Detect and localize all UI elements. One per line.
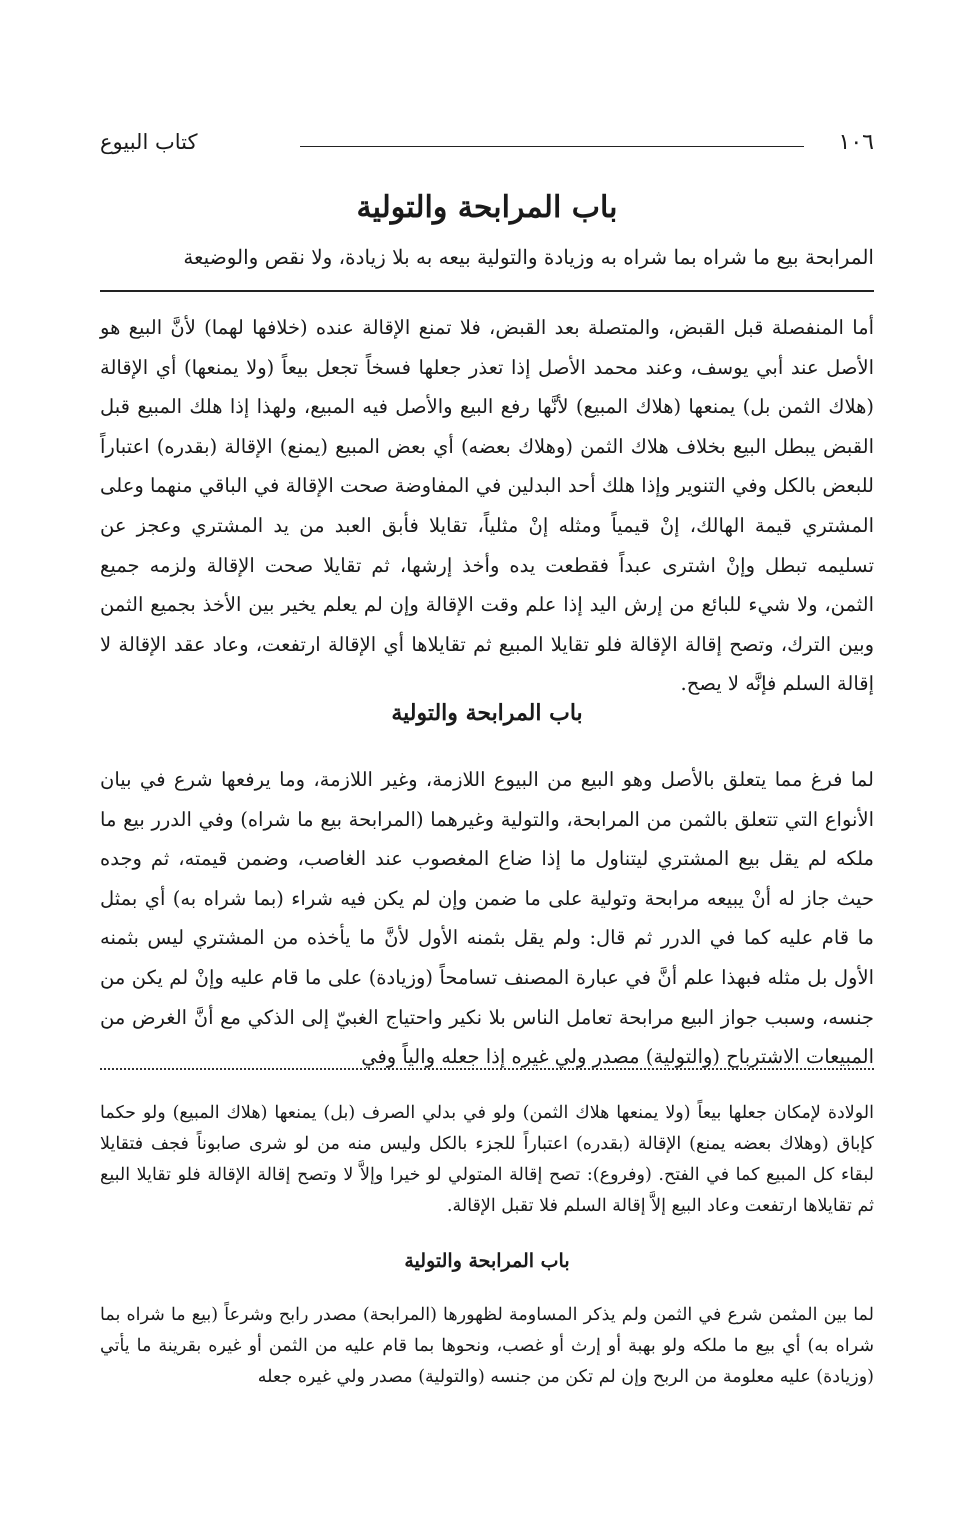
commentary-subheading: باب المرابحة والتولية (391, 700, 583, 726)
commentary-paragraph-2: لما فرغ مما يتعلق بالأصل وهو البيع من البيوع اللازمة، وغير اللازمة، وما يرفعها شرع في بيان الأنواع التي تتعلق بالثمن من المرابحة، والتولية وغيرهما (المرابحة بيع ما شراه) وفي الدرر بيع ما ملكه لم يقل بيع المشتري ليتناول ما إذا ضاع المغصوب عند الغاصب، وضمن قيمته، ثم وجده حيث جاز له أنْ يبيعه مرابحة وتولية على ما ضمن وإن لم يكن فيه شراء (بما شراه به) أي بمثل ما قام عليه كما في الدرر ثم قال: ولم يقل بثمنه الأول لأنَّ ما يأخذه من المشتري ليس بثمنه الأول بل مثله فبهذا علم أنَّ في عبارة المصنف تسامحاً (وزيادة) على ما قام عليه وإنْ لم يكن من جنسه، وسبب جواز البيع مرابحة تعامل الناس بلا نكير واحتياج الغبيّ إلى الذكي مع أنَّ الغرض من المبيعات الاشترباح (والتولية) مصدر ولي غيره إذا جعله والياً وفي (100, 768, 874, 1069)
footnote-subheading: باب المرابحة والتولية (404, 1250, 570, 1272)
footnote-divider (100, 1068, 874, 1070)
commentary-paragraph-1: أما المنفصلة قبل القبض، والمتصلة بعد القبض، فلا تمنع الإقالة عنده (خلافها لهما) لأنَّ البيع هو الأصل عند أبي يوسف، وعند محمد الأصل إذا تعذر جعلها فسخاً تجعل بيعاً (ولا يمنعها) أي الإقالة (هلاك الثمن بل) يمنعها (هلاك المبيع) لأنَّها رفع البيع والأصل فيه المبيع، ولهذا إذا هلك المبيع قبل القبض يبطل البيع بخلاف هلاك الثمن (وهلاك بعضه) أي بعض المبيع (يمنع) الإقالة (بقدره) اعتباراً للبعض بالكل وفي التنوير وإذا هلك أحد البدلين في المفاوضة صحت الإقالة في الباقي منهما وعلى المشتري قيمة الهالك، إنْ قيمياً ومثله إنْ مثلياً، تقايلا فأبق العبد من يد المشتري وعجز عن تسليمه تبطل وإنْ اشترى عبداً فقطعت يده وأخذ إرشها، ثم تقايلا صحت الإقالة ولزمه جميع الثمن، ولا شيء للبائع من إرش اليد إذا علم وقت الإقالة وإن لم يعلم يخير بين الأخذ بجميع الثمن وبين الترك، وتصح إقالة الإقالة فلو تقايلا المبيع ثم تقايلاها أي الإقالة ارتفعت، وعاد عقد الإقالة لا إقالة السلم فإنَّه لا يصح. (100, 316, 874, 696)
page-number: ١٠٦ (838, 130, 874, 155)
header-rule (300, 146, 804, 147)
footnote-paragraph-1: الولادة لإمكان جعلها بيعاً (ولا يمنعها هلاك الثمن) ولو في بدلي الصرف (بل) يمنعها (هلاك المبيع) ولو حكما كإباق (وهلاك بعضه يمنع) الإقالة (بقدره) اعتباراً للجزء بالكل وليس منه من لو شرى صابوناً فجف فتقايلا لبقاء كل المبيع كما في الفتح. (وفروع): تصح إقالة المتولي لو خيرا وإلاَّ لا وتصح إقالة الإقالة فلو تقايلا البيع ثم تقايلاها ارتفعت وعاد البيع إلاَّ إقالة السلم فلا تقبل الإقالة. (100, 1103, 874, 1216)
running-title: كتاب البيوع (100, 130, 198, 154)
footnote-paragraph-2: لما بين المثمن شرع في الثمن ولم يذكر المساومة لظهورها (المرابحة) مصدر رابح وشرعاً (بيع ما شراه بما شراه به) أي بيع ما ملكه ولو بهبة أو إرث أو غصب، ونحوها بما قام عليه من الثمن أو غيره بقرينة ما يأتي (وزيادة) عليه معلومة من الربح وإن لم تكن من جنسه (والتولية) مصدر ولي غيره جعله (100, 1305, 874, 1387)
page-header (100, 130, 874, 160)
main-text-divider (100, 290, 874, 292)
main-text: المرابحة بيع ما شراه بما شراه به وزيادة والتولية بيعه به بلا زيادة، ولا نقص والوضيعة (183, 245, 874, 269)
chapter-title: باب المرابحة والتولية (356, 190, 618, 225)
